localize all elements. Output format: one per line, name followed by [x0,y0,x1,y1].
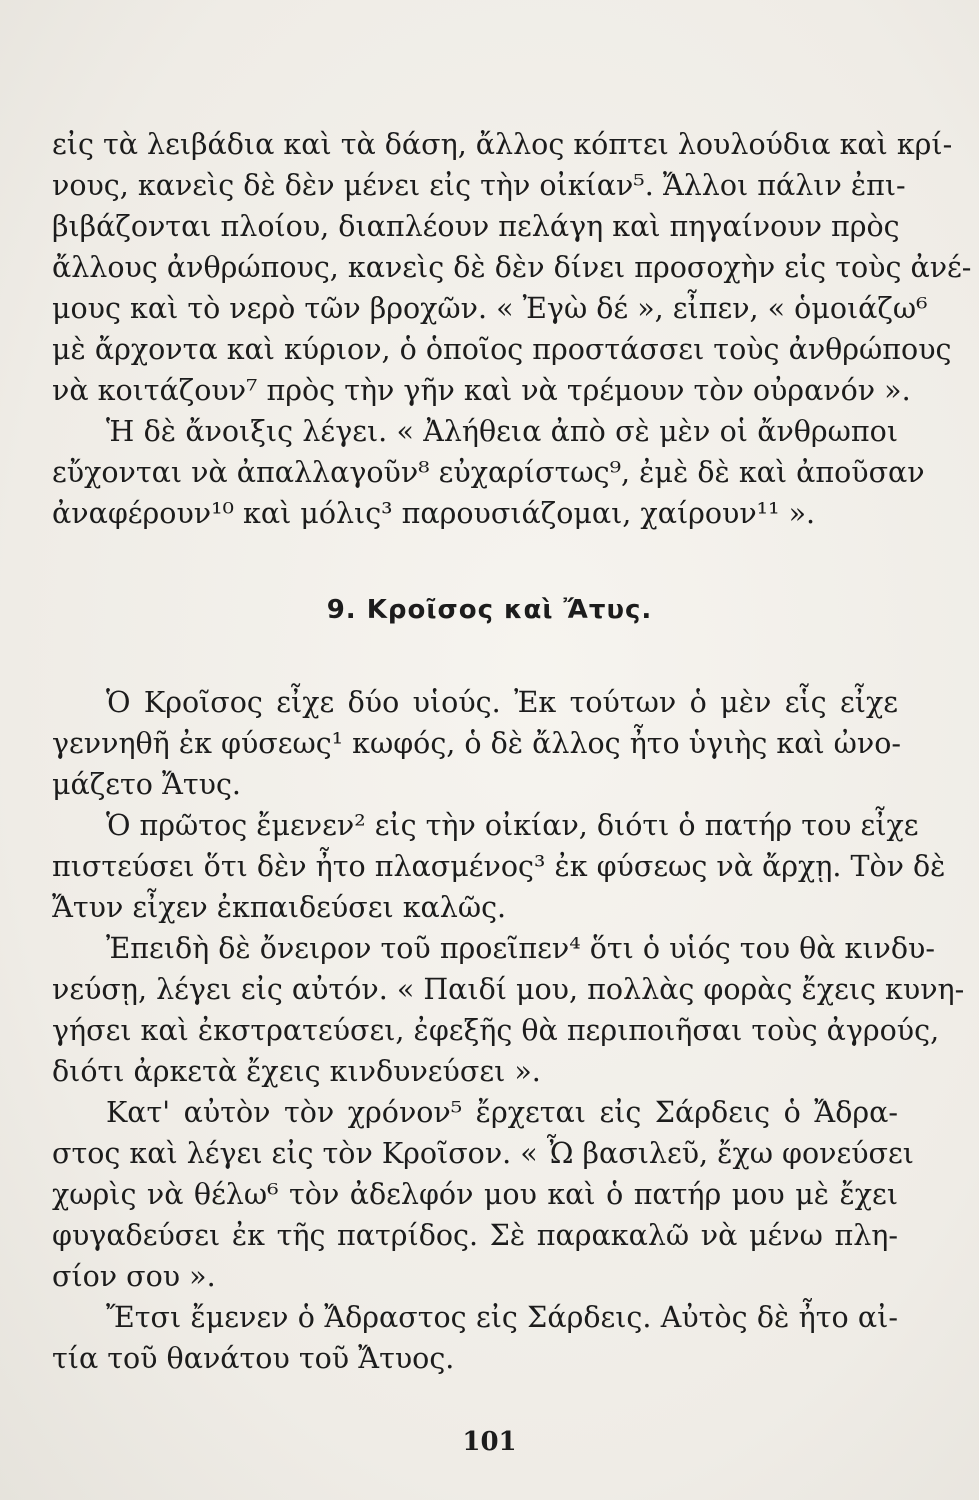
text-line: σίον σου ». [52,1260,216,1293]
text-line: στος καὶ λέγει εἰς τὸν Κροῖσον. « Ὦ βασιλεῦ, ἔχω φονεύσει [52,1137,914,1170]
text-line: φυγαδεύσει ἐκ τῆς πατρίδος. Σὲ παρακαλῶ νὰ μένω πλη- [52,1219,898,1252]
text-line: τία τοῦ θανάτου τοῦ Ἄτυος. [52,1342,455,1375]
text-line: διότι ἀρκετὰ ἔχεις κινδυνεύσει ». [52,1055,541,1088]
text-line: νὰ κοιτάζουν⁷ πρὸς τὴν γῆν καὶ νὰ τρέμουν τὸν οὐρανόν ». [52,374,911,407]
page-number: 101 [462,1427,517,1457]
section-heading: 9. Κροῖσος καὶ Ἄτυς. [326,595,653,625]
text-line: βιβάζονται πλοίου, διαπλέουν πελάγη καὶ πηγαίνουν πρὸς [52,210,900,243]
text-line: Ἔτσι ἔμενεν ὁ Ἄδραστος εἰς Σάρδεις. Αὐτὸς δὲ ἦτο αἰ- [106,1301,898,1334]
text-line: Ὁ Κροῖσος εἶχε δύο υἱούς. Ἐκ τούτων ὁ μὲν εἷς εἶχε [106,686,898,719]
text-line: μάζετο Ἄτυς. [52,768,241,801]
text-line: Κατ' αὐτὸν τὸν χρόνον⁵ ἔρχεται εἰς Σάρδεις ὁ Ἄδρα- [106,1096,898,1129]
text-line: Ἄτυν εἶχεν ἐκπαιδεύσει καλῶς. [52,891,507,924]
text-line: χωρὶς νὰ θέλω⁶ τὸν ἀδελφόν μου καὶ ὁ πατήρ μου μὲ ἔχει [52,1178,898,1211]
text-line: ἀναφέρουν¹⁰ καὶ μόλις³ παρουσιάζομαι, χαίρουν¹¹ ». [52,497,816,530]
text-line: εὔχονται νὰ ἀπαλλαγοῦν⁸ εὐχαρίστως⁹, ἐμὲ δὲ καὶ ἀποῦσαν [52,456,925,489]
paragraph [52,124,972,411]
paragraph [52,682,902,805]
text-line: εἰς τὰ λειβάδια καὶ τὰ δάση, ἄλλος κόπτει λουλούδια καὶ κρί- [52,128,953,161]
text-line: νεύσῃ, λέγει εἰς αὐτόν. « Παιδί μου, πολλὰς φορὰς ἔχεις κυνη- [52,973,965,1006]
paragraph [52,928,965,1092]
text-line: γεννηθῆ ἐκ φύσεως¹ κωφός, ὁ δὲ ἄλλος ἦτο ὑγιὴς καὶ ὠνο- [52,727,902,760]
text-line: Ἐπειδὴ δὲ ὄνειρον τοῦ προεῖπεν⁴ ὅτι ὁ υἱός του θὰ κινδυ- [106,932,935,965]
text-line: ἄλλους ἀνθρώπους, κανεὶς δὲ δὲν δίνει προσοχὴν εἰς τοὺς ἀνέ- [52,251,972,284]
text-block-bottom [52,682,965,1379]
text-block-top [52,124,972,534]
paragraph [52,805,946,928]
paragraph [52,411,925,534]
paragraph [52,1297,898,1379]
text-line: Ὁ πρῶτος ἔμενεν² εἰς τὴν οἰκίαν, διότι ὁ πατήρ του εἶχε [106,809,919,842]
text-line: μους καὶ τὸ νερὸ τῶν βροχῶν. « Ἐγὼ δέ », εἶπεν, « ὁμοιάζω⁶ [52,292,928,325]
text-line: νους, κανεὶς δὲ δὲν μένει εἰς τὴν οἰκίαν⁵. Ἄλλοι πάλιν ἐπι- [52,169,906,202]
paragraph [52,1092,914,1297]
text-line: πιστεύσει ὅτι δὲν ἦτο πλασμένος³ ἐκ φύσεως νὰ ἄρχῃ. Τὸν δὲ [52,850,946,883]
text-line: γήσει καὶ ἐκστρατεύσει, ἐφεξῆς θὰ περιποιῆσαι τοὺς ἀγρούς, [52,1014,940,1047]
text-line: μὲ ἄρχοντα καὶ κύριον, ὁ ὁποῖος προστάσσει τοὺς ἀνθρώπους [52,333,952,366]
text-line: Ἡ δὲ ἄνοιξις λέγει. « Ἀλήθεια ἀπὸ σὲ μὲν οἱ ἄνθρωποι [106,415,898,448]
